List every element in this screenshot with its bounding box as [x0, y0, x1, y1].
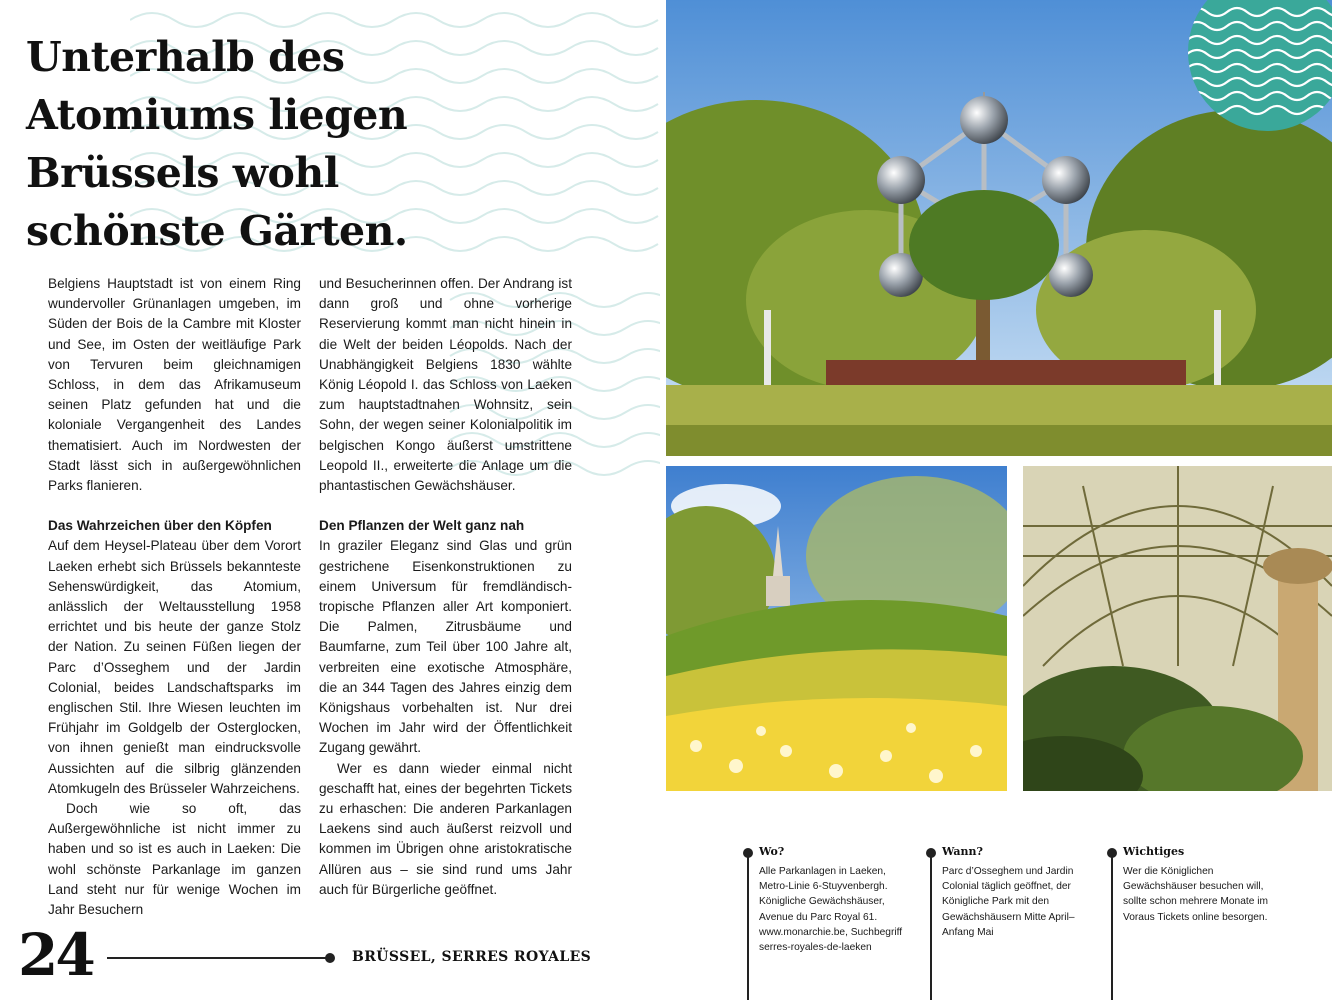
info-heading-when: Wann?	[942, 845, 983, 858]
text-column-left	[48, 274, 301, 920]
headline-line-1: Unterhalb des	[26, 33, 345, 81]
teal-wave-badge-icon	[1187, 0, 1332, 132]
info-timeline-dot	[926, 848, 936, 858]
daffodil-park-photo	[666, 466, 1007, 791]
footer-rule-dot	[325, 953, 335, 963]
info-text-important: Wer die Königlichen Gewächshäuser besuchen will, sollte schon mehrere Monate im Voraus Tickets online besorgen.	[1123, 866, 1268, 923]
right-subheading: Den Pflanzen der Welt ganz nah	[319, 518, 525, 534]
left-subheading: Das Wahrzeichen über den Köpfen	[48, 518, 272, 534]
info-timeline-line	[747, 853, 749, 1000]
left-intro-paragraph: Belgiens Hauptstadt ist von einem Ring wundervoller Grünanlagen umgeben, im Süden der Bois de la Cambre mit Kloster und See, im Osten der weitläufige Park von Tervuren beim gleichnamigen Schloss, in dem das Afrikamuseum seinen Platz gefunden hat und die koloniale Vergangenheit des Landes thematisiert. Auch im Nordwesten der Stadt lässt sich in außergewöhnlichen Parks flanieren.	[48, 276, 301, 494]
info-timeline-dot	[1107, 848, 1117, 858]
left-paragraph-2: Doch wie so oft, das Außergewöhnliche ist nicht immer zu haben und so ist es auch in Laeken: Die wohl schönste Parkanlage im ganzen Land steht nur für wenige Wochen im Jahr Besuchern	[48, 801, 301, 918]
text-column-right	[319, 274, 572, 900]
section-title: BRÜSSEL, SERRES ROYALES	[352, 949, 592, 965]
page-number: 24	[18, 921, 93, 989]
info-timeline-line	[1111, 853, 1113, 1000]
info-box-where	[744, 845, 904, 1000]
info-text-where: Alle Parkanlagen in Laeken, Metro-Linie 6-Stuyvenbergh. Königliche Gewächshäuser, Avenue du Parc Royal 61. www.monarchie.be, Suchbegriff serres-royales-de-laeken	[759, 866, 903, 954]
headline-line-2: Atomiums liegen	[26, 91, 408, 139]
info-heading-important: Wichtiges	[1123, 845, 1185, 858]
info-box-when	[927, 845, 1087, 1000]
footer-rule	[107, 957, 329, 959]
right-intro-paragraph: und Besucherinnen offen. Der Andrang ist dann groß und ohne vorherige Reservierung kommt man nicht hinein in die Welt der beiden Léopolds. Nach der Unabhängigkeit Belgiens 1830 wählte König Léopold I. das Schloss von Laeken zum hauptstadtnahen Wohnsitz, sein Sohn, der wegen seiner Kolonialpolitik im belgischen Kongo äußerst umstrittene Leopold II., erweiterte die Anlage um die phantastischen Gewächshäuser.	[319, 276, 572, 494]
right-paragraph-2: Wer es dann wieder einmal nicht geschafft hat, eines der begehrten Tickets zu erhaschen: Die anderen Parkanlagen Laekens sind auch äußerst reizvoll und kommen im Übrigen ohne aristokratische Allüren aus – sie sind rund ums Jahr auch für Bürgerliche geöffnet.	[319, 760, 572, 897]
headline-line-3: Brüssels wohl	[26, 149, 339, 197]
greenhouse-photo	[1023, 466, 1332, 791]
info-text-when: Parc d’Osseghem und Jardin Colonial täglich geöffnet, der Königliche Park mit den Gewächshäusern Mitte April–Anfang Mai	[942, 866, 1075, 938]
info-box-important	[1108, 845, 1268, 1000]
info-heading-where: Wo?	[759, 845, 785, 858]
left-paragraph-1: Auf dem Heysel-Plateau über dem Vorort Laeken erhebt sich Brüssels bekannteste Sehenswürdigkeit, das Atomium, anlässlich der Weltausstellung 1958 errichtet und bis heute der ganze Stolz der Nation. Zu seinen Füßen liegen der Parc d’Osseghem und der Jardin Colonial, beides Landschaftsparks im englischen Stil. Ihre Wiesen leuchten im Frühjahr im Goldgelb der Osterglocken, von ihnen genießt man eindrucksvolle Aussichten auf die silbrig glänzenden Atomkugeln des Brüsseler Wahrzeichens.	[48, 538, 301, 796]
info-timeline-line	[930, 853, 932, 1000]
article-headline	[26, 28, 446, 260]
right-paragraph-1: In graziler Eleganz sind Glas und grün gestrichene Eisenkonstruktionen zu einem Universum für fremdländisch-tropische Pflanzen aller Art komponiert. Die Palmen, Zitrusbäume und Baumfarne, zum Teil über 100 Jahre alt, verbreiten eine exotische Atmosphäre, die an 344 Tagen des Jahres einzig dem Königshaus vorbehalten ist. Nur drei Wochen im Jahr wird der Öffentlichkeit Zugang gewährt.	[319, 538, 572, 756]
info-timeline-dot	[743, 848, 753, 858]
headline-line-4: schönste Gärten.	[26, 207, 408, 255]
